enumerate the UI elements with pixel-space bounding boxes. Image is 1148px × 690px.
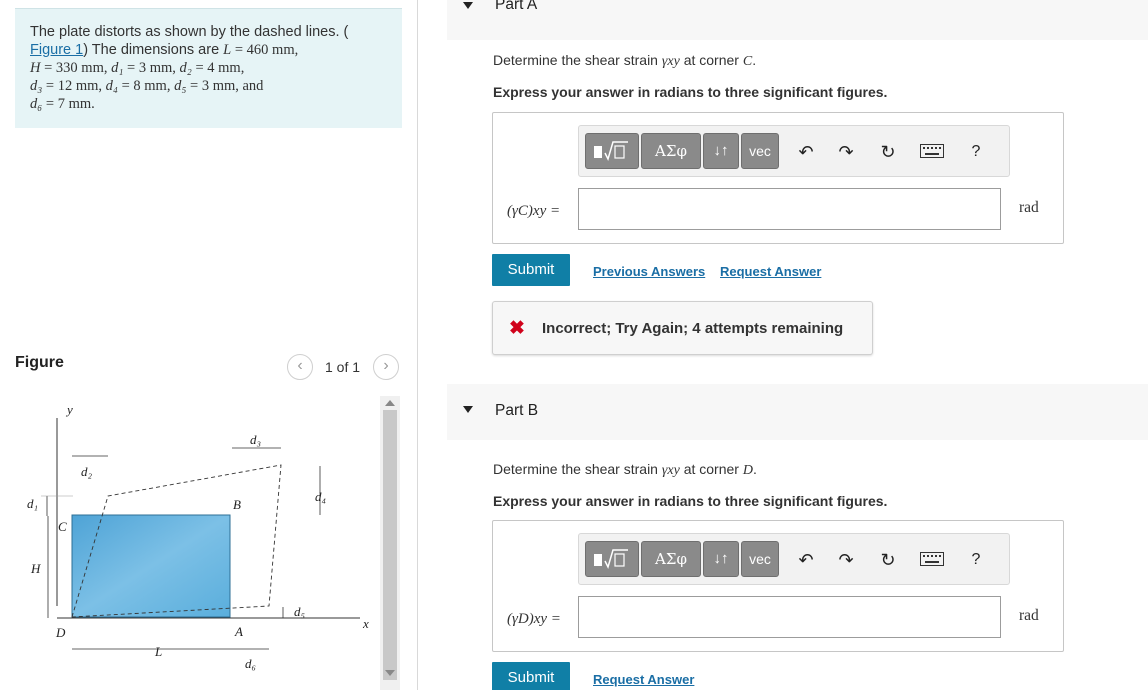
label-d5: d₅ bbox=[294, 604, 306, 619]
part-a-label: Part A bbox=[495, 0, 538, 13]
scroll-up-icon[interactable] bbox=[385, 400, 395, 406]
caret-down-icon[interactable] bbox=[463, 2, 473, 9]
figure-pager-count: 1 of 1 bbox=[325, 359, 361, 375]
part-b-answer-box bbox=[492, 520, 1064, 652]
error-x-icon: ✖ bbox=[509, 318, 525, 339]
subscript-superscript-button[interactable]: ↓↑ bbox=[703, 541, 739, 577]
part-a-question: Determine the shear strain γxy at corner C. bbox=[493, 52, 757, 69]
label-d4: d₄ bbox=[315, 489, 327, 504]
label-d2: d₂ bbox=[81, 464, 93, 479]
math-toolbar bbox=[578, 125, 1010, 177]
caret-down-icon[interactable] bbox=[463, 406, 473, 413]
label-x: x bbox=[363, 616, 369, 631]
previous-answers-link[interactable]: Previous Answers bbox=[593, 264, 706, 279]
part-a-unit: rad bbox=[1019, 199, 1039, 216]
part-a-answer-box bbox=[492, 112, 1064, 244]
label-B: B bbox=[233, 497, 241, 512]
redo-icon[interactable]: ↷ bbox=[838, 142, 854, 162]
undo-icon[interactable]: ↶ bbox=[798, 142, 814, 162]
undo-icon[interactable]: ↶ bbox=[798, 550, 814, 570]
figure-header bbox=[15, 354, 402, 380]
keyboard-icon[interactable] bbox=[919, 139, 945, 165]
greek-symbols-button[interactable]: ΑΣφ bbox=[641, 133, 701, 169]
chevron-left-icon[interactable]: ‹ bbox=[287, 354, 313, 380]
label-A: A bbox=[235, 624, 243, 639]
redo-icon[interactable]: ↷ bbox=[838, 550, 854, 570]
label-L: L bbox=[155, 644, 163, 659]
help-icon[interactable]: ? bbox=[971, 143, 981, 160]
scroll-down-icon[interactable] bbox=[385, 670, 395, 676]
plate bbox=[72, 515, 230, 617]
part-a-request-answer-link[interactable]: Request Answer bbox=[720, 264, 822, 279]
label-C: C bbox=[58, 519, 67, 534]
part-a-answer-input[interactable] bbox=[578, 188, 1001, 230]
help-icon[interactable]: ? bbox=[971, 551, 981, 568]
part-a-header[interactable] bbox=[447, 0, 1148, 40]
problem-text: The plate distorts as shown by the dashed lines. ( bbox=[30, 24, 349, 40]
figure-image bbox=[15, 396, 377, 690]
part-a-submit-button[interactable]: Submit bbox=[492, 254, 570, 286]
plate-diagram bbox=[15, 396, 377, 690]
figure-link[interactable]: Figure 1 bbox=[30, 42, 84, 58]
part-b-request-answer-link[interactable]: Request Answer bbox=[593, 672, 695, 687]
templates-button[interactable] bbox=[585, 541, 639, 577]
part-b-unit: rad bbox=[1019, 607, 1039, 624]
vector-button[interactable]: vec bbox=[741, 541, 779, 577]
part-b-header[interactable] bbox=[447, 384, 1148, 440]
part-b-submit-button[interactable]: Submit bbox=[492, 662, 570, 690]
problem-statement: The plate distorts as shown by the dashed lines. ( Figure 1) The dimensions are L = 460 mm, H = 330 mm, d₁ = 3 mm, d₂ = 4 mm, d₃ = 12 mm, d₄ = 8 mm, d₅ = 3 mm, and d₆ = 7 mm. bbox=[15, 8, 402, 128]
part-b-question: Determine the shear strain γxy at corner D. bbox=[493, 461, 757, 478]
label-d3: d₃ bbox=[250, 432, 262, 447]
greek-symbols-button[interactable]: ΑΣφ bbox=[641, 541, 701, 577]
reset-icon[interactable]: ↻ bbox=[880, 550, 896, 570]
part-b-answer-input[interactable] bbox=[578, 596, 1001, 638]
template-icon bbox=[586, 542, 638, 576]
feedback-incorrect bbox=[492, 301, 873, 355]
chevron-right-icon[interactable]: › bbox=[373, 354, 399, 380]
subscript-superscript-button[interactable]: ↓↑ bbox=[703, 133, 739, 169]
label-D: D bbox=[56, 625, 66, 640]
part-a-answer-label: (γC)xy = bbox=[507, 203, 561, 219]
part-b-label: Part B bbox=[495, 402, 539, 419]
label-H: H bbox=[31, 561, 41, 576]
figure-scrollbar[interactable] bbox=[380, 396, 400, 690]
feedback-text: Incorrect; Try Again; 4 attempts remaining bbox=[542, 320, 844, 337]
label-d1: d₁ bbox=[27, 496, 39, 511]
math-toolbar bbox=[578, 533, 1010, 585]
vector-button[interactable]: vec bbox=[741, 133, 779, 169]
keyboard-icon[interactable] bbox=[919, 547, 945, 573]
part-b-instruction: Express your answer in radians to three significant figures. bbox=[493, 493, 888, 509]
part-b-answer-label: (γD)xy = bbox=[507, 611, 561, 627]
column-divider bbox=[417, 0, 418, 690]
templates-button[interactable] bbox=[585, 133, 639, 169]
part-a-instruction: Express your answer in radians to three significant figures. bbox=[493, 84, 888, 100]
reset-icon[interactable]: ↻ bbox=[880, 142, 896, 162]
label-d6: d₆ bbox=[245, 656, 257, 671]
scroll-thumb[interactable] bbox=[383, 410, 397, 680]
template-icon bbox=[586, 134, 638, 168]
label-y: y bbox=[67, 402, 73, 417]
figure-title: Figure bbox=[15, 354, 64, 371]
